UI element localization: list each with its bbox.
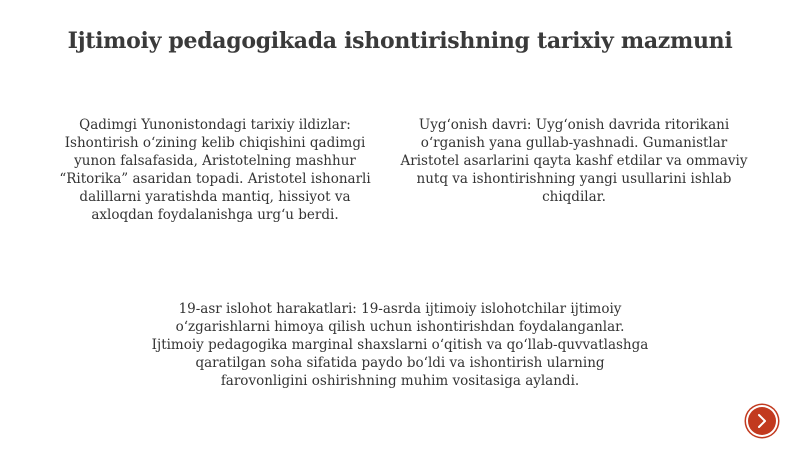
paragraph-19th-century: 19-asr islohot harakatlari: 19-asrda ijtimoiy islohotchilar ijtimoiy o‘zgarishlarni himoya qilish uchun ishontirishdan foydalanganlar. Ijtimoiy pedagogika marginal shaxslarni o‘qitish va qo‘llab-quvvatlashga qaratilgan soha sifatida paydo bo‘ldi va ishontirish ularning farovonligini oshirishning muhim vositasiga aylandi.: [151, 301, 649, 389]
paragraph-renaissance: Uyg‘onish davri: Uyg‘onish davrida ritorikani o‘rganish yana gullab-yashnadi. Gumanistlar Aristotel asarlarini qayta kashf etdilar va ommaviy nutq va ishontirishning yangi usullarini ishlab chiqdilar.: [400, 117, 748, 205]
slide-title: Ijtimoiy pedagogikada ishontirishning tarixiy mazmuni: [67, 28, 733, 54]
arrow-right-icon: [748, 407, 776, 435]
paragraph-ancient-greece: Qadimgi Yunonistondagi tarixiy ildizlar: Ishontirish o‘zining kelib chiqishini qadimgi yunon falsafasida, Aristotelning mashhur “Ritorika” asaridan topadi. Aristotel ishonarli dalillarni yaratishda mantiq, hissiyot va axloqdan foydalanishga urg‘u berdi.: [59, 117, 371, 223]
next-slide-button[interactable]: [748, 407, 776, 435]
